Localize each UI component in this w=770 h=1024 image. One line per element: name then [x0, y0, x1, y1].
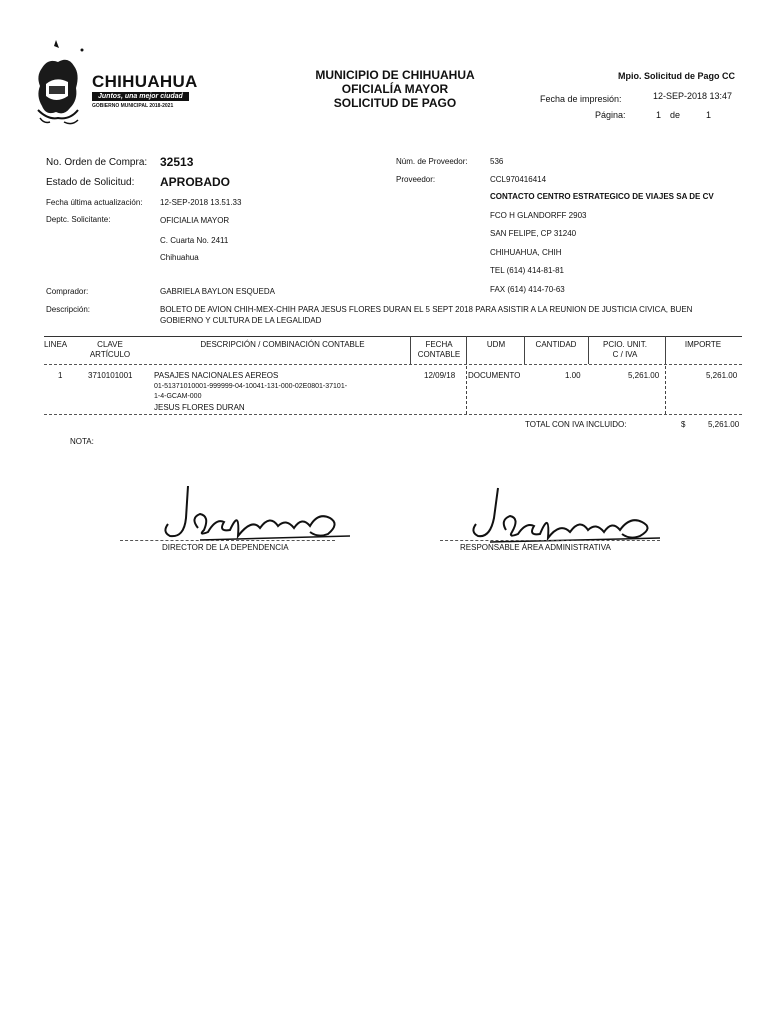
- row-desc-4: JESUS FLORES DURAN: [154, 403, 245, 412]
- buyer-value: GABRIELA BAYLON ESQUEDA: [160, 287, 276, 296]
- print-date-value: 12-SEP-2018 13:47: [653, 91, 733, 101]
- document-title: [290, 68, 500, 110]
- col-precio: PCIO. UNIT. C / IVA: [602, 340, 647, 359]
- header-bottom-rule: [44, 364, 742, 365]
- row-clave: 3710101001: [88, 371, 133, 380]
- department-value: OFICIALIA MAYOR: [160, 216, 230, 225]
- updated-value: 12-SEP-2018 13.51.33: [160, 198, 242, 207]
- buyer-label: Comprador:: [46, 287, 89, 296]
- row-udm: DOCUMENTO: [468, 371, 521, 380]
- provider-label: Proveedor:: [396, 175, 436, 184]
- page-total: 1: [706, 110, 712, 120]
- total-label: TOTAL CON IVA INCLUIDO:: [525, 420, 627, 429]
- logo-name: CHIHUAHUA: [92, 72, 198, 91]
- provider-address-1: FCO H GLANDORFF 2903: [490, 211, 587, 220]
- provider-rfc: CCL970416414: [490, 175, 547, 184]
- order-number-value: 32513: [160, 155, 194, 169]
- nota-label: NOTA:: [70, 437, 94, 446]
- col-cantidad: CANTIDAD: [535, 340, 577, 349]
- municipal-logo: [34, 38, 198, 138]
- header-top-rule: [44, 336, 742, 337]
- signature-right-icon: [460, 482, 670, 548]
- page-label: Página:: [595, 110, 626, 120]
- status-label: Estado de Solicitud:: [46, 177, 135, 188]
- row-fecha: 12/09/18: [424, 371, 456, 380]
- logo-subtitle: GOBIERNO MUNICIPAL 2018-2021: [92, 103, 174, 109]
- signature-left-line: [120, 540, 335, 541]
- col-descripcion: DESCRIPCIÓN / COMBINACIÓN CONTABLE: [200, 340, 365, 349]
- row-importe: 5,261.00: [706, 371, 738, 380]
- logo-slogan: Juntos, una mejor ciudad: [92, 92, 189, 101]
- row-desc-1: PASAJES NACIONALES AEREOS: [154, 371, 279, 380]
- col-fecha: FECHA CONTABLE: [417, 340, 461, 359]
- department-address-1: C. Cuarta No. 2411: [160, 236, 229, 245]
- provider-fax: FAX (614) 414-70-63: [490, 285, 565, 294]
- signature-left-icon: [160, 478, 360, 548]
- updated-label: Fecha última actualización:: [46, 198, 143, 207]
- print-date-label: Fecha de impresión:: [540, 94, 622, 104]
- description-line-2: GOBIERNO Y CULTURA DE LA LEGALIDAD: [160, 316, 322, 325]
- page-number: 1: [656, 110, 662, 120]
- col-linea: LINEA: [44, 340, 68, 349]
- total-value: 5,261.00: [708, 420, 740, 429]
- description-line-1: BOLETO DE AVION CHIH-MEX-CHIH PARA JESUS FLORES DURAN EL 5 SEPT 2018 PARA ASISTIR A LA REUNION DE JUSTICIA CIVICA, BUEN: [160, 305, 693, 314]
- order-number-label: No. Orden de Compra:: [46, 157, 148, 168]
- row-precio: 5,261.00: [628, 371, 660, 380]
- total-currency: $: [681, 420, 686, 429]
- signature-left-caption: DIRECTOR DE LA DEPENDENCIA: [162, 543, 289, 552]
- page-of: de: [670, 110, 681, 120]
- form-code: Mpio. Solicitud de Pago CC: [618, 71, 735, 81]
- provider-address-2: SAN FELIPE, CP 31240: [490, 229, 577, 238]
- provider-number-label: Núm. de Proveedor:: [396, 157, 468, 166]
- department-label: Deptc. Solicitante:: [46, 215, 111, 224]
- col-udm: UDM: [486, 340, 506, 349]
- department-address-2: Chihuahua: [160, 253, 199, 262]
- provider-address-3: CHIHUAHUA, CHIH: [490, 248, 562, 257]
- col-clave: CLAVE ARTÍCULO: [89, 340, 131, 359]
- row-linea: 1: [58, 371, 63, 380]
- provider-number-value: 536: [490, 157, 504, 166]
- signature-right-line: [440, 540, 660, 541]
- title-line-1: MUNICIPIO DE CHIHUAHUA: [315, 68, 475, 82]
- title-line-2: OFICIALÍA MAYOR: [341, 82, 449, 96]
- row-desc-3: 1-4-GCAM-000: [154, 393, 202, 400]
- provider-phone: TEL (614) 414-81-81: [490, 266, 564, 275]
- row-cantidad: 1.00: [565, 371, 581, 380]
- row-bottom-rule: [44, 414, 742, 415]
- title-line-3: SOLICITUD DE PAGO: [333, 96, 457, 110]
- provider-name: CONTACTO CENTRO ESTRATEGICO DE VIAJES SA DE CV: [490, 192, 714, 201]
- col-importe: IMPORTE: [684, 340, 722, 349]
- signature-right-caption: RESPONSABLE ÁREA ADMINISTRATIVA: [460, 543, 611, 552]
- row-desc-2: 01-51371010001-999999-04-10041-131-000-02E0801-37101-: [154, 383, 348, 390]
- status-value: APROBADO: [160, 175, 231, 189]
- description-label: Descripción:: [46, 305, 91, 314]
